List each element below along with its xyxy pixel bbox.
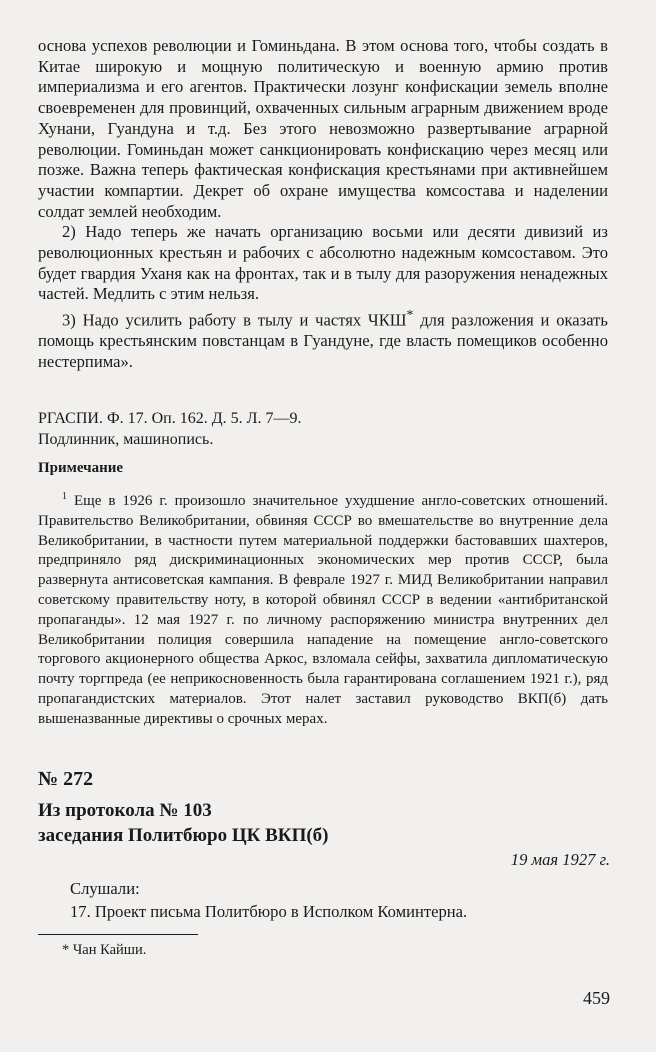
document-type: Подлинник, машинопись.	[38, 431, 214, 448]
paragraph-1: основа успехов революции и Гоминьдана. В этом основа того, чтобы создать в Китае широкую и мощную политическую и военную армию против империализма и его агентов. Практически лозунг конфискации земель вполне своевременен для провинций, охваченных сильным аграрным движением вроде Хунани, Гуандуна и т.д. Без этого невозможно развертывание аграрной революции. Гоминьдан может санкционировать конфискацию через месяц или позже. Важна теперь фактическая конфискация крестьянами при активнейшем участии компартии. Декрет об охране имущества комсостава и наделении солдат землей необходим.	[38, 36, 608, 221]
document-title	[38, 798, 598, 848]
agenda-item: 17. Проект письма Политбюро в Исполком Коминтерна.	[70, 902, 468, 921]
document-date: 19 мая 1927 г.	[510, 850, 610, 869]
archive-reference: РГАСПИ. Ф. 17. Оп. 162. Д. 5. Л. 7—9.	[38, 410, 302, 427]
footnote-text: * Чан Кайши.	[62, 942, 147, 958]
page-number: 459	[583, 988, 610, 1008]
document-title-line-2: заседания Политбюро ЦК ВКП(б)	[38, 825, 329, 846]
footnote-star-marker: *	[406, 307, 414, 323]
document-title-line-1: Из протокола № 103	[38, 800, 212, 821]
source-citation	[38, 408, 608, 450]
note-marker: 1	[62, 491, 67, 502]
paragraph-3	[38, 305, 608, 373]
heard-label: Слушали:	[70, 879, 140, 898]
note-text: Еще в 1926 г. произошло значительное ухудшение англо-советских отношений. Правительство Великобритании, обвиняя СССР во вмешательстве во внутренние дела Великобритании, в частности путем материальной поддержки бастовавших шахтеров, предприняло ряд дискриминационных экономических мер против СССР, была развернута антисоветская кампания. В феврале 1927 г. МИД Великобритании направил советскому правительству ноту, в которой обвинял СССР в ведении «антибританской пропаганды». 12 мая 1927 г. по личному распоряжению министра внутренних дел Великобритании полиция совершила нападение на помещение англо-советского торгового акционерного общества Аркос, взломала сейфы, захватила дипломатическую почту торгпреда (ее неприкосновенность была гарантирована соглашением 1921 г.), ряд пропагандистских материалов. Этот налет заставил руководство ВКП(б) дать вышеназванные директивы о срочных мерах.	[38, 493, 608, 727]
document-number: № 272	[38, 768, 94, 790]
note-heading: Примечание	[38, 460, 124, 476]
paragraph-3-start: 3) Надо усилить работу в тылу и частях ЧКШ	[62, 310, 407, 330]
paragraph-3-end: для разложения и оказать помощь крестьянским повстанцам в Гуандуне, где власть помещиков особенно нестерпима».	[38, 310, 608, 372]
paragraph-2: 2) Надо теперь же начать организацию восьми или десяти дивизий из революционных крестьян и рабочих с абсолютно надежным комсоставом. Это будет гвардия Уханя как на фронтах, так и в тылу для разоружения ненадежных частей. Медлить с этим нельзя.	[38, 222, 608, 304]
note-body	[38, 487, 608, 730]
footnote-divider	[38, 934, 198, 935]
main-text	[38, 36, 608, 373]
